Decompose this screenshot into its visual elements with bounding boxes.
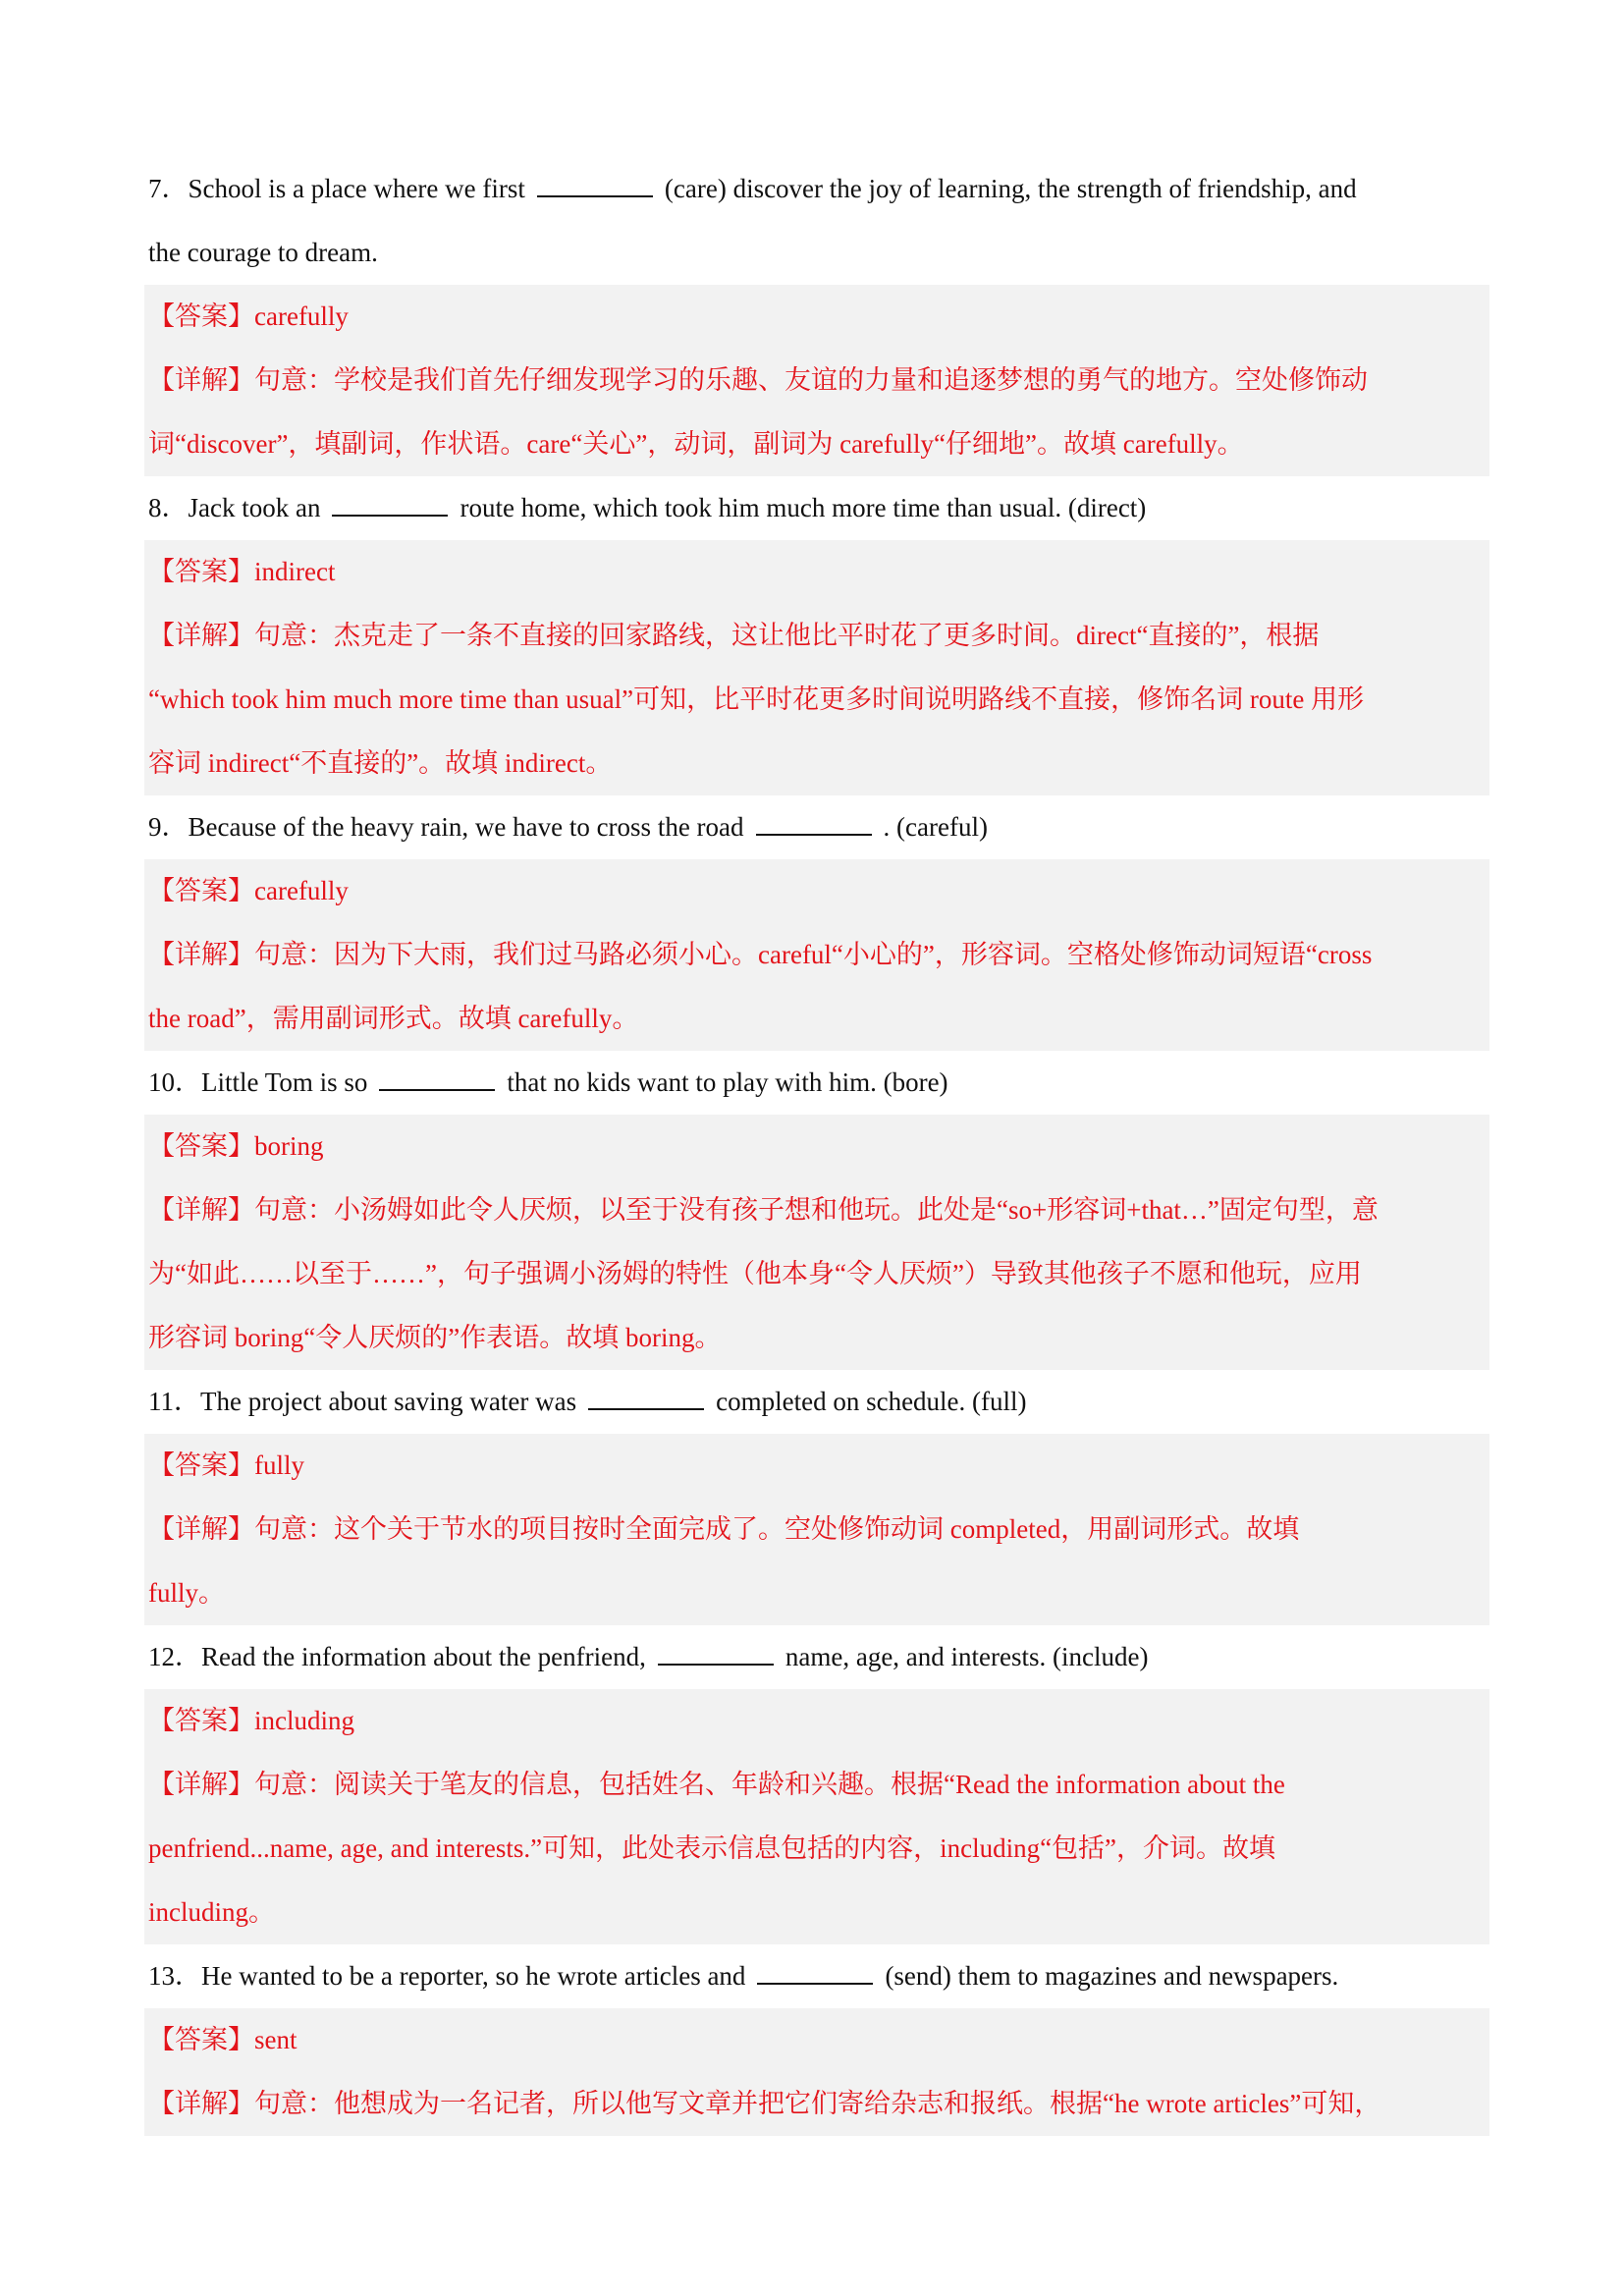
explanation-line: 【详解】句意：学校是我们首先仔细发现学习的乐趣、友谊的力量和追逐梦想的勇气的地方。空处修饰动 bbox=[148, 365, 1368, 395]
answer-label: 【答案】fully bbox=[148, 1450, 304, 1480]
answer-blank bbox=[757, 1959, 873, 1985]
question-13 bbox=[144, 1944, 1489, 2008]
explanation-line: “which took him much more time than usual”可知，比平时花更多时间说明路线不直接，修饰名词 route 用形 bbox=[148, 684, 1365, 714]
explanation-line: the road”，需用副词形式。故填 carefully。 bbox=[148, 1004, 639, 1033]
answer-blank bbox=[658, 1640, 774, 1666]
answer-label: 【答案】indirect bbox=[148, 557, 336, 586]
explanation-line: 形容词 boring“令人厌烦的”作表语。故填 boring。 bbox=[148, 1323, 722, 1352]
answer-label: 【答案】carefully bbox=[148, 876, 349, 905]
answer-label: 【答案】boring bbox=[148, 1131, 324, 1161]
explanation-line: including。 bbox=[148, 1897, 275, 1927]
answer-block-9 bbox=[144, 859, 1489, 1051]
explanation-line: 【详解】句意：他想成为一名记者，所以他写文章并把它们寄给杂志和报纸。根据“he wrote articles”可知， bbox=[148, 2089, 1381, 2118]
question-text-after-blank: name, age, and interests. (include) bbox=[784, 1642, 1149, 1671]
question-text-before-blank: Little Tom is so bbox=[201, 1067, 368, 1097]
explanation-line: 为“如此……以至于……”，句子强调小汤姆的特性（他本身“令人厌烦”）导致其他孩子不愿和他玩，应用 bbox=[148, 1259, 1362, 1288]
answer-label: 【答案】including bbox=[148, 1706, 354, 1735]
question-11 bbox=[144, 1370, 1489, 1434]
explanation-line: fully。 bbox=[148, 1578, 225, 1608]
answer-block-7 bbox=[144, 285, 1489, 476]
answer-blank bbox=[756, 810, 872, 836]
question-text-before-blank: School is a place where we first bbox=[188, 174, 525, 203]
answer-blank bbox=[332, 491, 448, 517]
document-page bbox=[144, 157, 1489, 2136]
question-text-before-blank: He wanted to be a reporter, so he wrote articles and bbox=[201, 1961, 746, 1991]
question-text-after-blank: (care) discover the joy of learning, the strength of friendship, and bbox=[664, 174, 1357, 203]
answer-label: 【答案】carefully bbox=[148, 301, 349, 331]
question-number: 11． bbox=[148, 1387, 200, 1416]
explanation-line: penfriend...name, age, and interests.”可知，此处表示信息包括的内容，including“包括”，介词。故填 bbox=[148, 1833, 1276, 1863]
answer-block-10 bbox=[144, 1115, 1489, 1370]
explanation-line: 【详解】句意：阅读关于笔友的信息，包括姓名、年龄和兴趣。根据“Read the information about the bbox=[148, 1770, 1285, 1799]
question-number: 8． bbox=[148, 493, 189, 522]
question-text-before-blank: Because of the heavy rain, we have to cross the road bbox=[188, 812, 744, 842]
question-text-after-blank: completed on schedule. (full) bbox=[716, 1387, 1027, 1416]
question-9 bbox=[144, 795, 1489, 859]
question-12 bbox=[144, 1625, 1489, 1689]
answer-blank bbox=[379, 1066, 495, 1091]
answer-block-12 bbox=[144, 1689, 1489, 1944]
answer-block-8 bbox=[144, 540, 1489, 795]
answer-blank bbox=[537, 172, 653, 197]
question-text-after-blank: that no kids want to play with him. (bore) bbox=[507, 1067, 948, 1097]
explanation-line: 【详解】句意：小汤姆如此令人厌烦，以至于没有孩子想和他玩。此处是“so+形容词+that…”固定句型，意 bbox=[148, 1195, 1379, 1225]
question-number: 9． bbox=[148, 812, 189, 842]
question-7 bbox=[144, 157, 1489, 221]
answer-block-13 bbox=[144, 2008, 1489, 2136]
question-number: 12． bbox=[148, 1642, 201, 1671]
explanation-line: 【详解】句意：这个关于节水的项目按时全面完成了。空处修饰动词 completed，用副词形式。故填 bbox=[148, 1514, 1300, 1544]
question-number: 13． bbox=[148, 1961, 201, 1991]
question-number: 10． bbox=[148, 1067, 201, 1097]
question-number: 7． bbox=[148, 174, 189, 203]
question-8 bbox=[144, 476, 1489, 540]
question-text-after-blank: . (careful) bbox=[883, 812, 988, 842]
question-text-after-blank: (send) them to magazines and newspapers. bbox=[885, 1961, 1339, 1991]
explanation-line: 【详解】句意：杰克走了一条不直接的回家路线，这让他比平时花了更多时间。direct“直接的”，根据 bbox=[148, 621, 1320, 650]
answer-blank bbox=[588, 1385, 704, 1410]
explanation-line: 容词 indirect“不直接的”。故填 indirect。 bbox=[148, 748, 613, 778]
answer-label: 【答案】sent bbox=[148, 2025, 298, 2054]
question-text-before-blank: Jack took an bbox=[188, 493, 321, 522]
explanation-line: 【详解】句意：因为下大雨，我们过马路必须小心。careful“小心的”，形容词。空格处修饰动词短语“cross bbox=[148, 940, 1373, 969]
question-text-before-blank: Read the information about the penfriend, bbox=[201, 1642, 646, 1671]
question-text-after-blank: route home, which took him much more time than usual. (direct) bbox=[460, 493, 1147, 522]
explanation-line: 词“discover”，填副词，作状语。care“关心”，动词，副词为 carefully“仔细地”。故填 carefully。 bbox=[148, 429, 1244, 459]
question-text-before-blank: The project about saving water was bbox=[200, 1387, 577, 1416]
answer-block-11 bbox=[144, 1434, 1489, 1625]
question-7-continued: the courage to dream. bbox=[148, 238, 378, 267]
question-10 bbox=[144, 1051, 1489, 1115]
